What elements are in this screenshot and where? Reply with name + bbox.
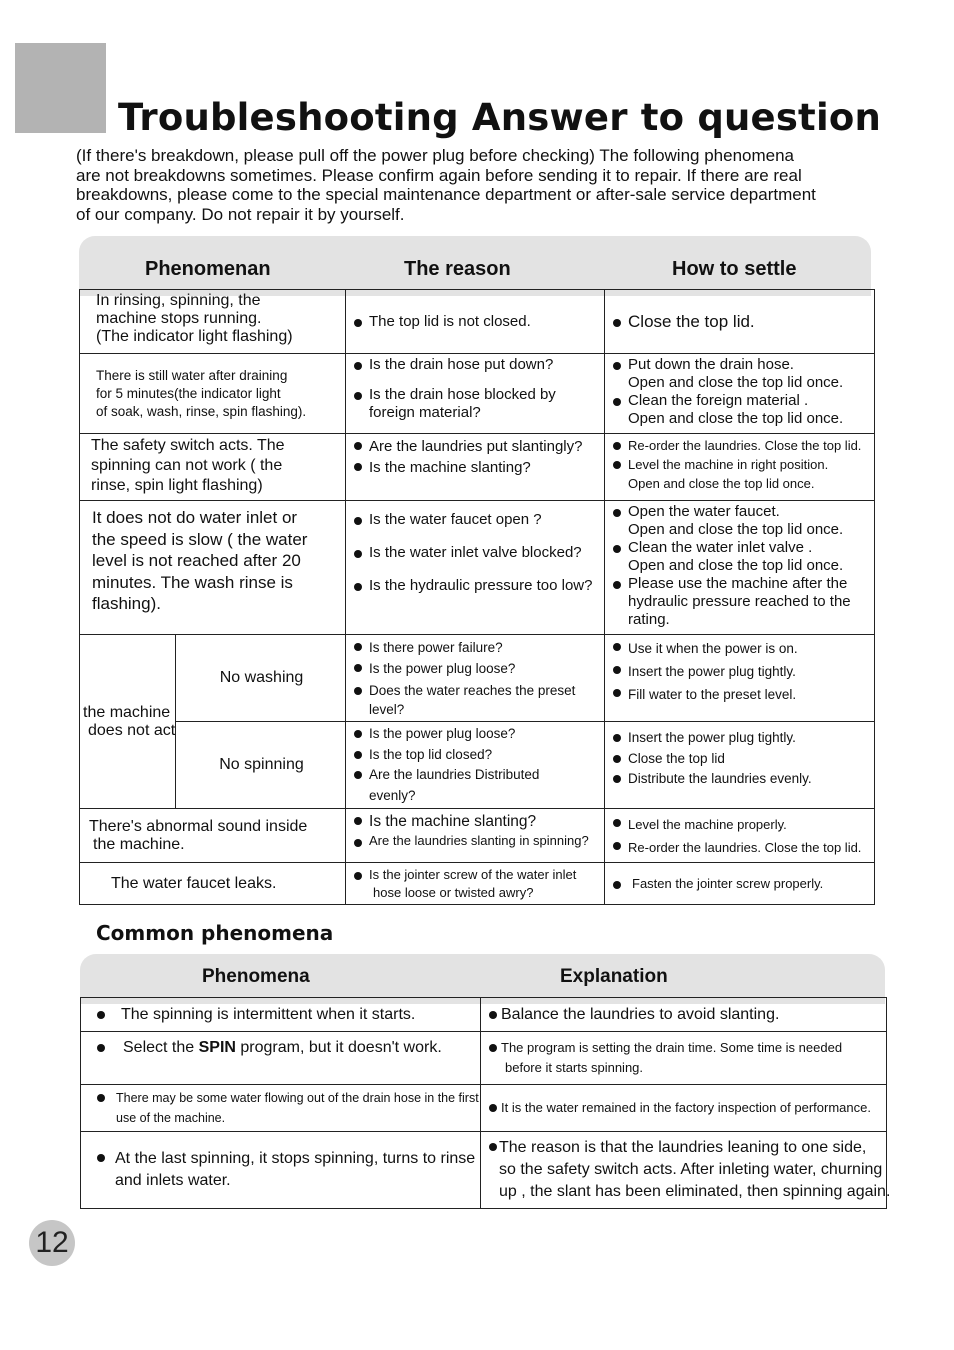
bullet-item: Open the water faucet. [611, 503, 870, 521]
bullet-item: The reason is that the laundries leaning to one side, [487, 1137, 880, 1159]
header-phenomenon: Phenomenan [145, 258, 271, 280]
bullet-item: Clean the water inlet valve . [611, 539, 870, 557]
text-line: use of the machine. [116, 1111, 226, 1125]
phenomenon-cell [80, 809, 346, 863]
settle-cell [605, 354, 875, 434]
table-row [80, 434, 875, 501]
bullet-item: Is the machine slanting? [352, 811, 600, 833]
settle-cell [605, 635, 875, 722]
reason-cell [346, 501, 605, 635]
settle-cell [605, 434, 875, 501]
bullet-item: Are the laundries put slantingly? [352, 436, 600, 457]
bullet-item: Close the top lid. [611, 313, 870, 331]
page-title: Troubleshooting Answer to question [118, 96, 881, 139]
text-line: the machine. [93, 835, 185, 853]
bullet-item: Please use the machine after the [611, 575, 870, 593]
reason-cell [346, 635, 605, 722]
bullet-item: Put down the drain hose. [611, 356, 870, 374]
text-line: rating. [628, 611, 670, 628]
text-line: hose loose or twisted awry? [373, 884, 534, 900]
bullet-item: Is the hydraulic pressure too low? [352, 577, 600, 595]
bullet-item: Is there power failure? [352, 637, 600, 658]
table-row [80, 501, 875, 635]
header-reason: The reason [404, 258, 511, 280]
bullet-item: Fill water to the preset level. [611, 683, 870, 706]
intro-paragraph [76, 146, 916, 224]
reason-cell [346, 354, 605, 434]
text-line: Open and close the top lid once. [628, 410, 844, 427]
settle-cell [605, 863, 875, 905]
phenomena-cell [81, 1085, 481, 1132]
reason-cell [346, 434, 605, 501]
explanation-cell [481, 1085, 887, 1132]
troubleshooting-table [79, 289, 875, 905]
reason-cell [346, 863, 605, 905]
bullet-item: Is the top lid closed? [352, 745, 600, 766]
bullet-item: It is the water remained in the factory inspection of performance. [487, 1098, 880, 1118]
text-line: up , the slant has been eliminated, then spinning again. [499, 1183, 891, 1200]
sub-phenomenon-cell: No spinning [176, 722, 346, 809]
text-line: hydraulic pressure reached to the [628, 593, 851, 610]
bullet-item: Level the machine in right position. [611, 455, 870, 474]
bullet-item: Use it when the power is on. [611, 637, 870, 660]
common-phenomena-title: Common phenomena [96, 921, 334, 945]
phenomenon-cell [80, 290, 346, 354]
bullet-item: Fasten the jointer screw properly. [611, 875, 870, 893]
intro-line: are not breakdowns sometimes. Please confirm again before sending it to repair. If there are real [76, 165, 802, 185]
text-line: foreign material? [369, 404, 481, 421]
bullet-item: Is the machine slanting? [352, 457, 600, 478]
header-explanation: Explanation [560, 966, 668, 987]
phenomenon-cell [80, 501, 346, 635]
text-line: so the safety switch acts. After inleting water, churning [499, 1161, 883, 1178]
bullet-item: The top lid is not closed. [352, 313, 600, 331]
text-line: Open and close the top lid once. [628, 557, 844, 574]
settle-cell [605, 501, 875, 635]
bullet-item: Balance the laundries to avoid slanting. [487, 1005, 880, 1025]
bullet-item: The spinning is intermittent when it starts. [95, 1005, 474, 1025]
bullet-item: Insert the power plug tightly. [611, 728, 870, 749]
text-line: spinning can not work ( the [91, 457, 283, 474]
bullet-item: Is the water inlet valve blocked? [352, 544, 600, 562]
header-settle: How to settle [672, 258, 797, 280]
spin-program-name: SPIN [198, 1039, 236, 1056]
common-phenomena-table [80, 997, 891, 1209]
reason-cell [346, 722, 605, 809]
text-line: for 5 minutes(the indicator light [96, 385, 281, 401]
bullet-item: Are the laundries slanting in spinning? [352, 833, 600, 849]
sub-phenomenon-cell: No washing [176, 635, 346, 722]
table-row [80, 635, 875, 722]
text-line: machine stops running. [96, 310, 262, 327]
text-line: rinse, spin light flashing) [91, 477, 263, 494]
group-cell [80, 635, 176, 809]
page-number: 12 [29, 1220, 75, 1266]
phenomenon-cell [80, 863, 346, 905]
phenomena-cell [81, 1132, 481, 1209]
table-row [80, 863, 875, 905]
bullet-item: Insert the power plug tightly. [611, 660, 870, 683]
bullet-item: At the last spinning, it stops spinning, turns to rinse [95, 1148, 474, 1170]
explanation-cell [481, 998, 887, 1032]
bullet-item: Is the drain hose put down? [352, 356, 600, 374]
table-row [80, 290, 875, 354]
text-line: evenly? [369, 787, 416, 803]
phenomena-cell [81, 1032, 481, 1085]
bullet-item: There may be some water flowing out of the drain hose in the first [95, 1088, 474, 1108]
bullet-item: Are the laundries Distributed [352, 765, 600, 786]
bullet-item: The program is setting the drain time. Some time is needed [487, 1038, 880, 1058]
bullet-item: Clean the foreign material . [611, 392, 870, 410]
bullet-item: Level the machine properly. [611, 813, 870, 836]
text-line: the speed is slow ( the water [92, 529, 308, 549]
text-span: program, but it doesn't work. [235, 1039, 442, 1056]
text-line: There is still water after draining [96, 367, 288, 383]
reason-cell [346, 809, 605, 863]
text-line: of soak, wash, rinse, spin flashing). [96, 403, 307, 419]
bullet-item: Is the drain hose blocked by [352, 386, 600, 404]
table-row [80, 354, 875, 434]
table-row [80, 722, 875, 809]
text-line: (The indicator light flashing) [96, 328, 293, 345]
settle-cell [605, 722, 875, 809]
bullet-item: Is the power plug loose? [352, 724, 600, 745]
text-line: minutes. The wash rinse is [92, 572, 293, 592]
phenomenon-cell [80, 354, 346, 434]
reason-cell [346, 290, 605, 354]
text-line: It does not do water inlet or [92, 508, 298, 527]
text-line: In rinsing, spinning, the [96, 292, 261, 309]
settle-cell [605, 290, 875, 354]
text-span: Select the [123, 1039, 199, 1056]
explanation-cell [481, 1132, 891, 1209]
phenomenon-cell [80, 434, 346, 501]
text-line: Open and close the top lid once. [628, 521, 844, 538]
intro-line: of our company. Do not repair it by yourself. [76, 204, 405, 224]
text-line: and inlets water. [115, 1172, 231, 1189]
settle-cell [605, 809, 875, 863]
text-line: level? [369, 702, 405, 717]
bullet-item: Is the jointer screw of the water inlet [352, 866, 600, 884]
bullet-item: Is the power plug loose? [352, 658, 600, 679]
bullet-item: Re-order the laundries. Close the top lid. [611, 436, 870, 455]
text-line: The safety switch acts. The [91, 437, 285, 454]
table-row [81, 1085, 887, 1132]
text-line: Open and close the top lid once. [628, 374, 844, 391]
text-line: Open and close the top lid once. [628, 476, 815, 491]
text-line: does not act [88, 721, 176, 739]
troubleshooting-header [79, 236, 871, 296]
table-row [80, 809, 875, 863]
text-line: level is not reached after 20 [92, 551, 301, 570]
bullet-item: Does the water reaches the preset [352, 681, 600, 700]
text-line: The water faucet leaks. [111, 874, 277, 892]
phenomena-cell [81, 998, 481, 1032]
explanation-cell [481, 1032, 887, 1085]
text-line: There's abnormal sound inside [89, 817, 308, 835]
bullet-item: Close the top lid [611, 749, 870, 770]
bullet-item: Re-order the laundries. Close the top lid. [611, 836, 870, 859]
text-line: flashing). [92, 594, 161, 613]
table-row [81, 1132, 887, 1209]
bullet-item: Is the water faucet open ? [352, 511, 600, 529]
bullet-item: Distribute the laundries evenly. [611, 769, 870, 790]
text-line: before it starts spinning. [505, 1060, 644, 1075]
intro-line: breakdowns, please come to the special maintenance department or after-sale service department [76, 185, 816, 204]
table-row [81, 1032, 887, 1085]
table-row [81, 998, 887, 1032]
text-line: the machine [83, 703, 171, 721]
intro-line: (If there's breakdown, please pull off the power plug before checking) The following phenomena [76, 146, 795, 165]
corner-decoration [15, 43, 106, 133]
bullet-item [95, 1038, 474, 1058]
header-phenomena: Phenomena [202, 966, 310, 987]
